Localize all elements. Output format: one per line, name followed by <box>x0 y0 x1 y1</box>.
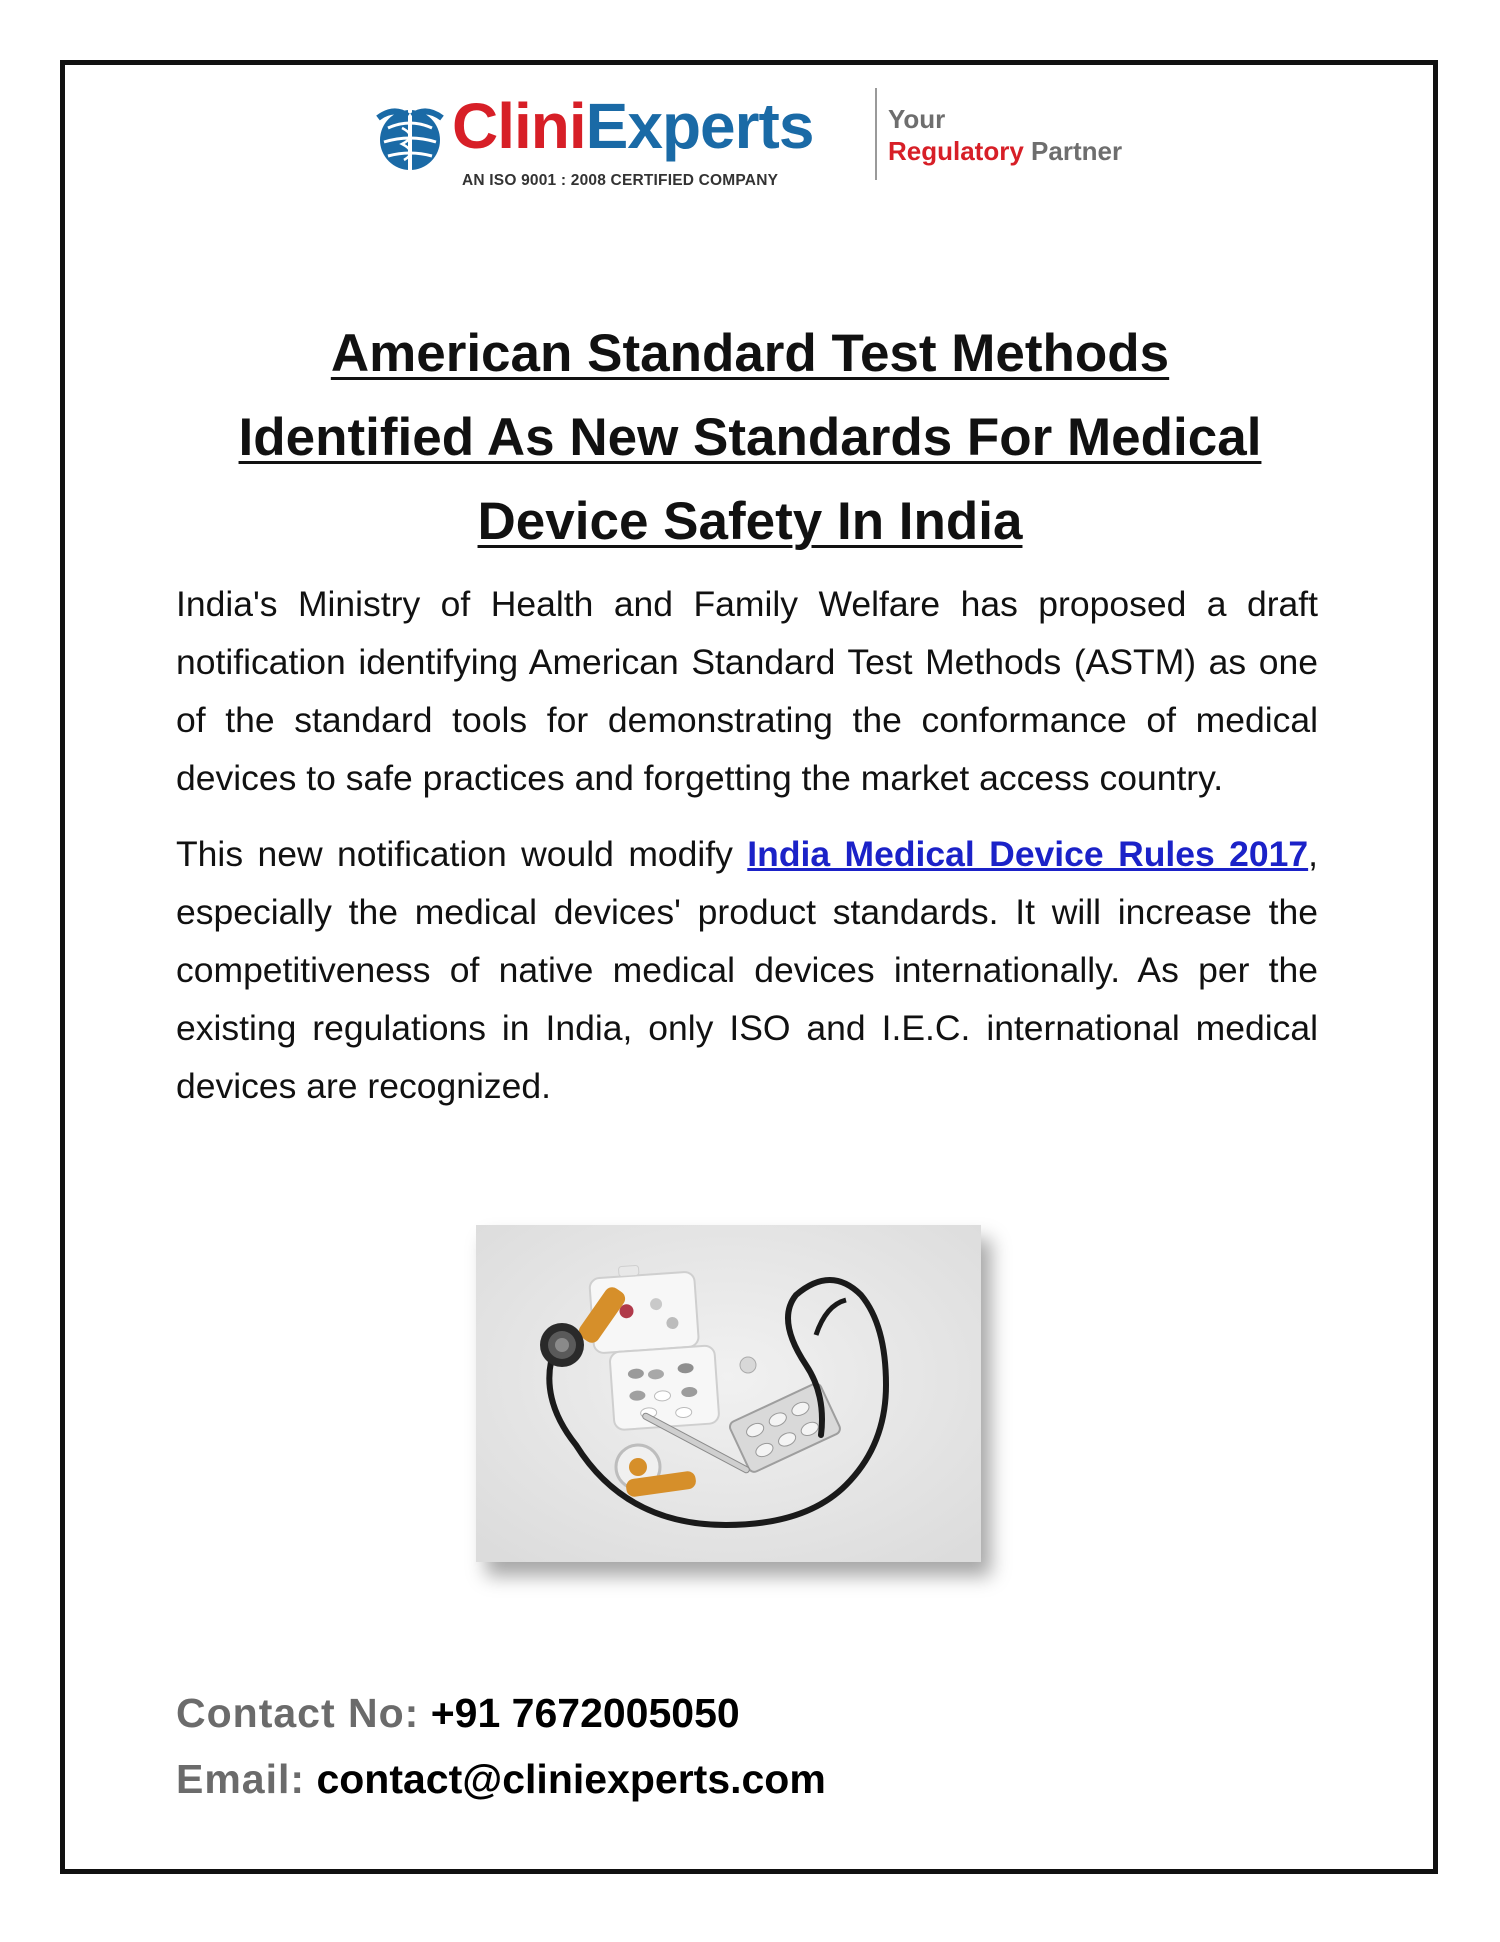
contact-phone-row <box>176 1680 826 1746</box>
stethoscope-pills-photo-icon <box>476 1225 981 1562</box>
logo-divider <box>875 88 877 180</box>
logo-tagline-partner: Partner <box>1031 136 1123 166</box>
logo-tagline-line2 <box>888 136 1122 167</box>
paragraph-2 <box>176 825 1318 1115</box>
title-line-1: American Standard Test Methods <box>330 324 1170 383</box>
medical-devices-photo <box>476 1225 981 1562</box>
paragraph-1: India's Ministry of Health and Family Welfare has proposed a draft notification identifying American Standard Test Methods (ASTM) as one of the standard tools for demonstrating the conformance of medical devices to safe practices and forgetting the market access country. <box>176 584 1318 798</box>
page-title <box>160 312 1340 564</box>
logo-tagline-regulatory: Regulatory <box>888 136 1024 166</box>
caduceus-globe-icon <box>370 98 450 178</box>
contact-email-row <box>176 1746 826 1812</box>
logo-tagline-your: Your <box>888 104 946 134</box>
logo-wordmark <box>452 90 814 162</box>
article-body <box>176 575 1318 1133</box>
title-line-3: Device Safety In India <box>477 492 1023 551</box>
phone-number[interactable]: +91 7672005050 <box>430 1690 740 1736</box>
logo-certification: AN ISO 9001 : 2008 CERTIFIED COMPANY <box>462 172 779 189</box>
india-mdr-2017-link[interactable]: India Medical Device Rules 2017 <box>747 834 1309 874</box>
logo-brand-clini: Clini <box>452 90 586 162</box>
phone-label: Contact No: <box>176 1690 420 1736</box>
title-line-2: Identified As New Standards For Medical <box>238 408 1262 467</box>
email-address[interactable]: contact@cliniexperts.com <box>316 1756 826 1802</box>
logo-brand-experts: Experts <box>585 90 814 162</box>
paragraph-2-intro: This new notification would modify <box>176 834 748 874</box>
paragraph-2-rest: , especially the medical devices' product standards. It will increase the competitiveness of native medical devices internationally. As per the existing regulations in India, only ISO and I.E.C. international medical devices are recognized. <box>176 834 1318 1106</box>
company-logo[interactable] <box>370 88 1130 198</box>
contact-block <box>176 1680 826 1812</box>
email-label: Email: <box>176 1756 306 1802</box>
